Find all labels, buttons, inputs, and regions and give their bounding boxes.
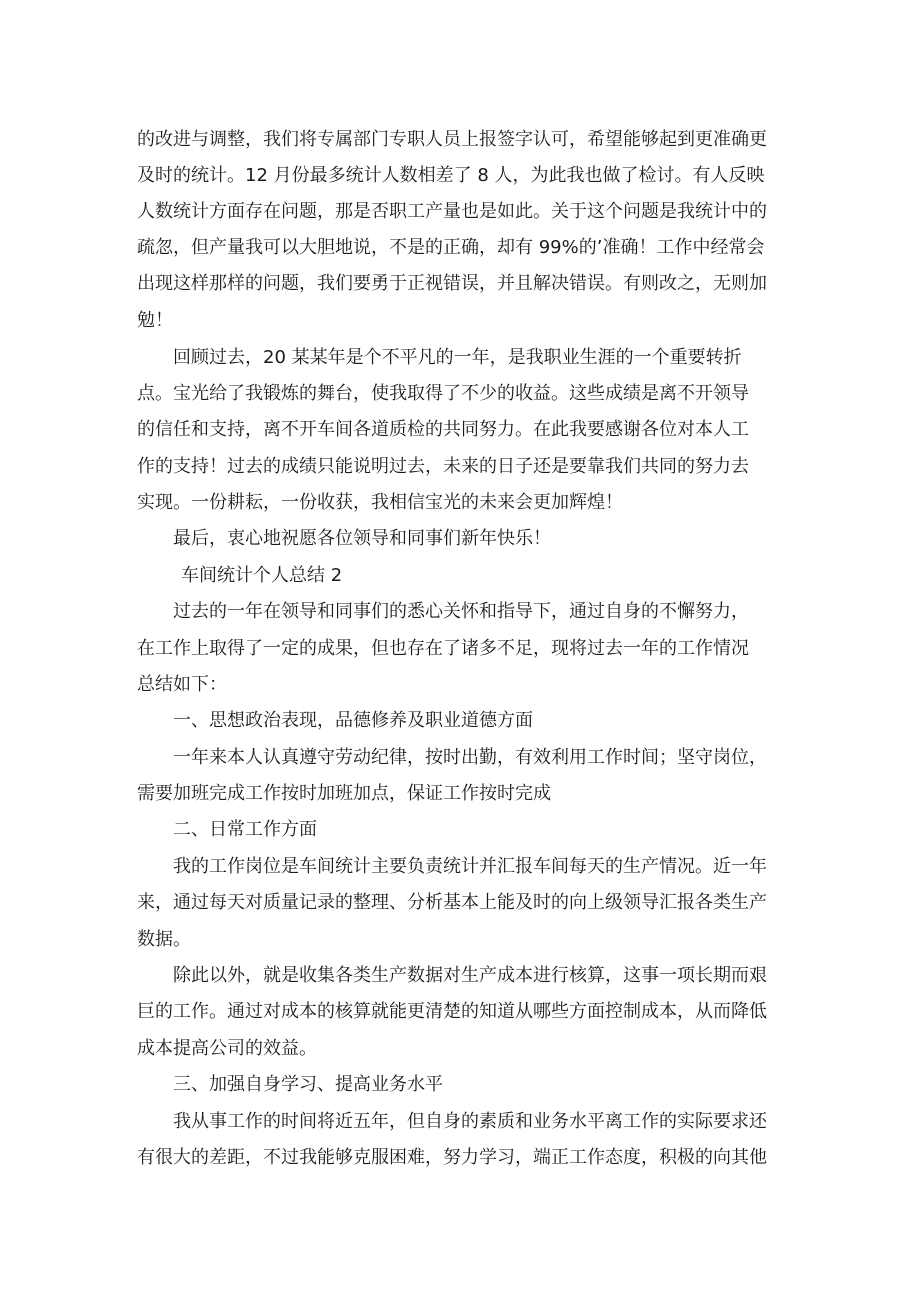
paragraph-first-line: 过去的一年在领导和同事们的悉心关怀和指导下，通过自身的不懈努力， (173, 601, 749, 622)
body-text-line: 人数统计方面存在问题，那是否职工产量也是如此。关于这个问题是我统计中的 (137, 201, 767, 222)
body-text-line: 的信任和支持，离不开车间各道质检的共同努力。在此我要感谢各位对本人工 (137, 419, 749, 440)
paragraph-first-line: 一年来本人认真遵守劳动纪律，按时出勤，有效利用工作时间；坚守岗位， (173, 747, 767, 768)
paragraph-first-line: 最后，衷心地祝愿各位领导和同事们新年快乐！ (173, 528, 551, 549)
body-text-line: 在工作上取得了一定的成果，但也存在了诸多不足，现将过去一年的工作情况 (137, 638, 749, 659)
body-text-line: 及时的统计。12 月份最多统计人数相差了 8 人，为此我也做了检讨。有人反映 (137, 165, 765, 186)
body-text-line: 有很大的差距，不过我能够克服困难，努力学习，端正工作态度，积极的向其他 (137, 1147, 767, 1168)
body-text-line: 巨的工作。通过对成本的核算就能更清楚的知道从哪些方面控制成本，从而降低 (137, 1001, 767, 1022)
body-text-line: 成本提高公司的效益。 (137, 1038, 317, 1059)
section-heading: 车间统计个人总结 2 (181, 565, 343, 586)
paragraph-first-line: 我从事工作的时间将近五年，但自身的素质和业务水平离工作的实际要求还 (173, 1111, 767, 1132)
body-text-line: 疏忽，但产量我可以大胆地说，不是的正确，却有 99%的’准确！工作中经常会 (137, 237, 765, 258)
subsection-heading: 二、日常工作方面 (173, 819, 317, 840)
body-text-line: 数据。 (137, 929, 191, 950)
body-text-line: 需要加班完成工作按时加班加点，保证工作按时完成 (137, 783, 551, 804)
body-text-line: 勉！ (137, 310, 173, 331)
body-text-line: 出现这样那样的问题，我们要勇于正视错误，并且解决错误。有则改之，无则加 (137, 273, 767, 294)
body-text-line: 总结如下： (137, 674, 227, 695)
subsection-heading: 三、加强自身学习、提高业务水平 (173, 1074, 443, 1095)
body-text-line: 的改进与调整，我们将专属部门专职人员上报签字认可，希望能够起到更准确更 (137, 129, 767, 150)
paragraph-first-line: 我的工作岗位是车间统计主要负责统计并汇报车间每天的生产情况。近一年 (173, 856, 767, 877)
body-text-line: 点。宝光给了我锻炼的舞台，使我取得了不少的收益。这些成绩是离不开领导 (137, 383, 749, 404)
body-text-line: 作的支持！过去的成绩只能说明过去，未来的日子还是要靠我们共同的努力去 (137, 456, 749, 477)
subsection-heading: 一、思想政治表现，品德修养及职业道德方面 (173, 710, 533, 731)
body-text-line: 来，通过每天对质量记录的整理、分析基本上能及时的向上级领导汇报各类生产 (137, 892, 767, 913)
paragraph-first-line: 除此以外，就是收集各类生产数据对生产成本进行核算，这事一项长期而艰 (173, 965, 767, 986)
body-text-line: 实现。一份耕耘，一份收获，我相信宝光的未来会更加辉煌！ (137, 492, 623, 513)
paragraph-first-line: 回顾过去，20 某某年是个不平凡的一年，是我职业生涯的一个重要转折 (173, 347, 742, 368)
